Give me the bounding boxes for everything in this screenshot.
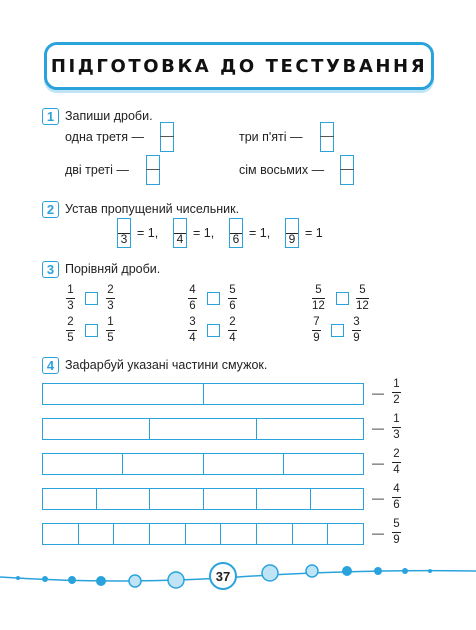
denominator: 6 <box>393 499 400 511</box>
denominator: 4 <box>176 232 184 246</box>
task-1-item-3: дві треті — <box>65 163 129 177</box>
strip-segment[interactable] <box>150 419 257 439</box>
compare-sign-box[interactable] <box>331 324 344 337</box>
compare-sign-box[interactable] <box>207 292 220 305</box>
fraction-bar <box>228 298 237 299</box>
equals-one: = 1, <box>193 226 215 240</box>
page-title: ПІДГОТОВКА ДО ТЕСТУВАННЯ <box>50 55 428 77</box>
denominator: 6 <box>229 300 236 312</box>
strip-segment[interactable] <box>257 419 363 439</box>
strip-fraction <box>392 483 401 512</box>
numerator: 5 <box>315 284 322 296</box>
task-4-text: Зафарбуй указані частини смужок. <box>65 358 268 372</box>
left-fraction <box>312 316 321 345</box>
strip-fraction <box>392 413 401 442</box>
fraction-strip[interactable] <box>42 383 364 405</box>
fraction-answer-box[interactable] <box>146 155 160 185</box>
fraction-bar <box>106 298 115 299</box>
fraction-strip[interactable] <box>42 523 364 545</box>
strip-segment[interactable] <box>43 454 123 474</box>
strip-fraction <box>392 518 401 547</box>
right-fraction <box>106 284 115 313</box>
task-1-item-4: сім восьмих — <box>239 163 325 177</box>
dash: — <box>372 491 384 505</box>
fraction-bar <box>392 497 401 498</box>
denominator: 4 <box>189 332 196 344</box>
strip-segment[interactable] <box>221 524 257 544</box>
dash: — <box>372 421 384 435</box>
fraction-strip[interactable] <box>42 453 364 475</box>
strip-segment[interactable] <box>43 384 204 404</box>
right-fraction <box>228 316 237 345</box>
numerator: 4 <box>189 284 196 296</box>
strip-segment[interactable] <box>123 454 203 474</box>
numerator-input-box[interactable] <box>285 218 299 248</box>
denominator: 2 <box>393 394 400 406</box>
fraction-bar <box>188 298 197 299</box>
numerator: 2 <box>107 284 114 296</box>
fraction-bar <box>312 298 325 299</box>
fraction-bar <box>392 462 401 463</box>
denominator: 4 <box>229 332 236 344</box>
dash: — <box>372 386 384 400</box>
task-3-number: 3 <box>42 261 59 278</box>
strip-segment[interactable] <box>186 524 222 544</box>
denominator: 3 <box>67 300 74 312</box>
fraction-bar <box>356 298 369 299</box>
right-fraction <box>352 316 361 345</box>
numerator: 5 <box>359 284 366 296</box>
strip-segment[interactable] <box>257 524 293 544</box>
task-1-item-1: одна третя — <box>65 130 144 144</box>
denominator: 5 <box>67 332 74 344</box>
fraction-bar <box>66 298 75 299</box>
numerator: 5 <box>393 518 400 530</box>
numerator: 2 <box>229 316 236 328</box>
denominator: 12 <box>312 300 325 312</box>
numerator: 4 <box>393 483 400 495</box>
fraction-bar <box>312 330 321 331</box>
numerator-input-box[interactable] <box>229 218 243 248</box>
numerator: 1 <box>393 413 400 425</box>
denominator: 12 <box>356 300 369 312</box>
numerator: 2 <box>393 448 400 460</box>
denominator: 6 <box>189 300 196 312</box>
fraction-answer-box[interactable] <box>340 155 354 185</box>
compare-sign-box[interactable] <box>85 324 98 337</box>
wave-decoration <box>0 555 476 605</box>
numerator-input-box[interactable] <box>117 218 131 248</box>
numerator: 1 <box>107 316 114 328</box>
denominator: 9 <box>393 534 400 546</box>
fraction-bar <box>392 532 401 533</box>
strip-segment[interactable] <box>114 524 150 544</box>
denominator: 3 <box>393 429 400 441</box>
fraction-strip[interactable] <box>42 488 364 510</box>
denominator: 5 <box>107 332 114 344</box>
fraction-bar <box>392 427 401 428</box>
fraction-bar <box>106 330 115 331</box>
task-1-text: Запиши дроби. <box>65 109 153 123</box>
strip-segment[interactable] <box>204 489 258 509</box>
strip-segment[interactable] <box>257 489 311 509</box>
numerator: 1 <box>393 378 400 390</box>
strip-segment[interactable] <box>43 524 79 544</box>
strip-segment[interactable] <box>284 454 363 474</box>
strip-segment[interactable] <box>204 384 364 404</box>
task-3-text: Порівняй дроби. <box>65 262 161 276</box>
denominator: 6 <box>232 232 240 246</box>
left-fraction <box>188 284 197 313</box>
numerator: 2 <box>67 316 74 328</box>
task-1-number: 1 <box>42 108 59 125</box>
fraction-bar <box>188 330 197 331</box>
denominator: 9 <box>353 332 360 344</box>
strip-fraction <box>392 448 401 477</box>
equals-one: = 1, <box>249 226 271 240</box>
strip-segment[interactable] <box>204 454 284 474</box>
strip-segment[interactable] <box>43 419 150 439</box>
task-2-text: Устав пропущений чисельник. <box>65 202 240 216</box>
compare-sign-box[interactable] <box>336 292 349 305</box>
left-fraction <box>188 316 197 345</box>
task-1-item-2: три п'яті — <box>239 130 303 144</box>
numerator-input-box[interactable] <box>173 218 187 248</box>
strip-segment[interactable] <box>79 524 115 544</box>
fraction-bar <box>392 392 401 393</box>
left-fraction <box>66 284 75 313</box>
strip-segment[interactable] <box>328 524 363 544</box>
fraction-answer-box[interactable] <box>160 122 174 152</box>
right-fraction <box>106 316 115 345</box>
numerator: 7 <box>313 316 320 328</box>
equals-one: = 1 <box>305 226 323 240</box>
compare-sign-box[interactable] <box>207 324 220 337</box>
page-title-box <box>44 42 434 90</box>
strip-segment[interactable] <box>43 489 97 509</box>
task-2-number: 2 <box>42 201 59 218</box>
dash: — <box>372 526 384 540</box>
numerator: 1 <box>67 284 74 296</box>
strip-fraction <box>392 378 401 407</box>
right-fraction <box>356 284 369 313</box>
fraction-bar <box>352 330 361 331</box>
strip-segment[interactable] <box>150 524 186 544</box>
task-4-number: 4 <box>42 357 59 374</box>
denominator: 9 <box>313 332 320 344</box>
strip-segment[interactable] <box>97 489 151 509</box>
denominator: 3 <box>120 232 128 246</box>
compare-sign-box[interactable] <box>85 292 98 305</box>
numerator: 5 <box>229 284 236 296</box>
strip-segment[interactable] <box>311 489 364 509</box>
fraction-strip[interactable] <box>42 418 364 440</box>
strip-segment[interactable] <box>293 524 329 544</box>
denominator: 9 <box>288 232 296 246</box>
left-fraction <box>312 284 325 313</box>
dash: — <box>372 456 384 470</box>
fraction-answer-box[interactable] <box>320 122 334 152</box>
numerator: 3 <box>189 316 196 328</box>
strip-segment[interactable] <box>150 489 204 509</box>
equals-one: = 1, <box>137 226 159 240</box>
denominator: 4 <box>393 464 400 476</box>
page-number: 37 <box>209 562 237 590</box>
denominator: 3 <box>107 300 114 312</box>
right-fraction <box>228 284 237 313</box>
numerator: 3 <box>353 316 360 328</box>
left-fraction <box>66 316 75 345</box>
fraction-bar <box>66 330 75 331</box>
fraction-bar <box>228 330 237 331</box>
